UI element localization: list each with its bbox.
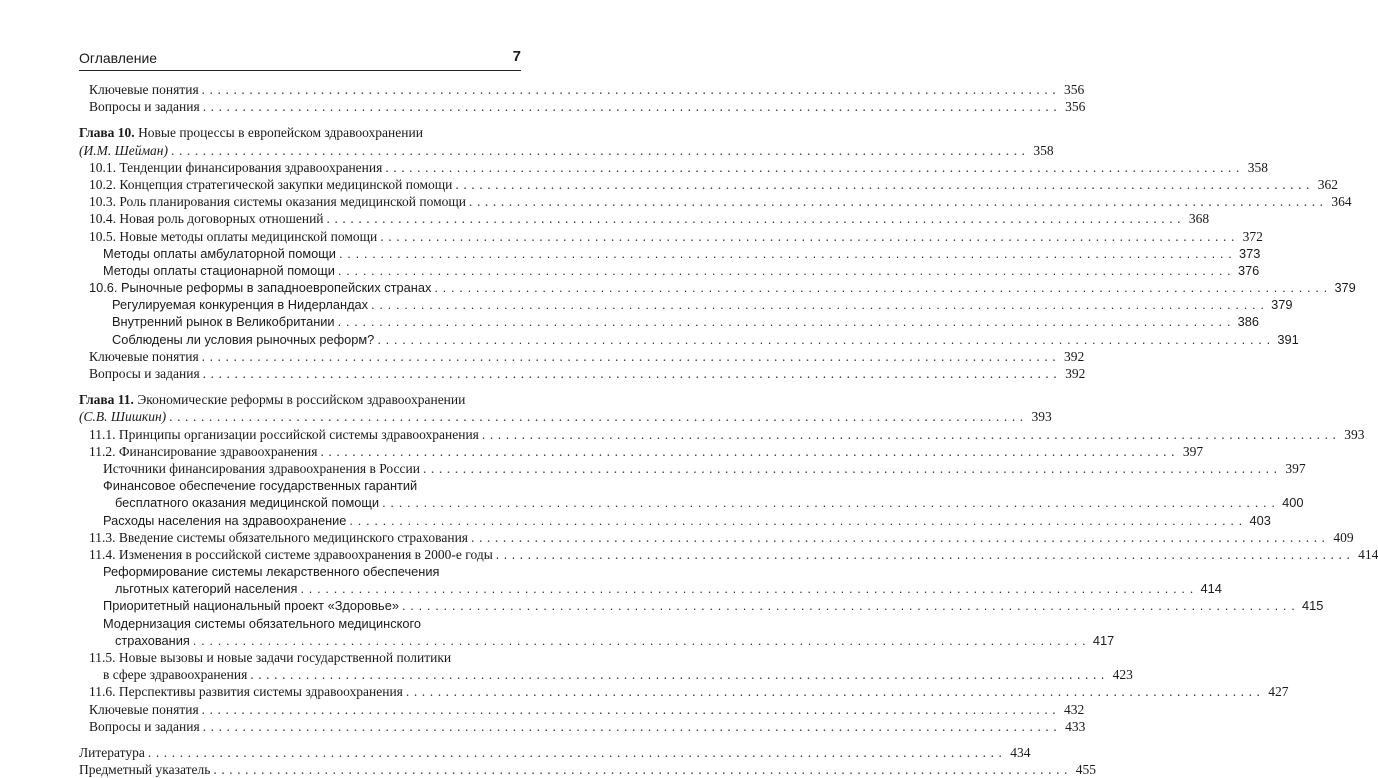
dot-leader <box>193 632 1086 649</box>
spacer <box>79 115 521 124</box>
section-label: Ключевые понятия <box>89 348 199 364</box>
section-label: Ключевые понятия <box>89 701 199 717</box>
toc-subentry[interactable] <box>79 245 1261 262</box>
toc-subentry-line2[interactable] <box>79 580 1222 597</box>
dot-leader <box>382 494 1275 511</box>
subsection-label: Модернизация системы обязательного медицинского <box>103 615 421 631</box>
toc-entry[interactable] <box>79 159 1268 176</box>
dot-leader <box>320 443 1175 460</box>
dot-leader <box>406 683 1261 700</box>
toc-entry-page: 397 <box>1285 460 1306 476</box>
toc-entry-line2[interactable] <box>79 666 1133 683</box>
toc-subentry-line2[interactable] <box>79 632 1115 649</box>
dot-leader <box>202 81 1057 98</box>
toc-entry[interactable] <box>79 193 1352 210</box>
dot-leader <box>169 408 1024 425</box>
section-label: 11.5. Новые вызовы и новые задачи государственной политики <box>89 650 452 665</box>
subsection-label: Соблюдены ли условия рыночных реформ? <box>112 331 375 347</box>
subsection-label: Методы оплаты амбулаторной помощи <box>103 245 336 261</box>
toc-entry-page: 403 <box>1249 512 1271 528</box>
dot-leader <box>203 365 1058 382</box>
toc-entry-line1[interactable] <box>79 649 521 666</box>
chapter-label: Глава 11. <box>79 392 134 408</box>
toc-subentry[interactable] <box>79 331 1299 348</box>
toc-entry-page: 358 <box>1033 142 1054 158</box>
subsection-label: Внутренний рынок в Великобритании <box>112 314 335 330</box>
subsection-label: страхования <box>115 632 190 648</box>
toc-entry-page: 362 <box>1317 176 1339 192</box>
subsection-label: Приоритетный национальный проект «Здоровье» <box>103 598 399 614</box>
toc-entry-page: 400 <box>1282 495 1304 511</box>
header-title: Оглавление <box>79 50 158 66</box>
toc-entry-page: 392 <box>1065 366 1086 381</box>
section-label: 10.5. Новые методы оплаты медицинской помощи <box>89 228 378 244</box>
toc-entry[interactable] <box>79 365 1086 382</box>
chapter-10-heading[interactable] <box>79 124 521 141</box>
section-label: 11.2. Финансирование здравоохранения <box>89 443 318 459</box>
toc-entry-page: 391 <box>1277 331 1299 347</box>
section-label: в сфере здравоохранения <box>103 667 248 683</box>
toc-entry-page: 415 <box>1302 598 1324 614</box>
toc-entry-page: 417 <box>1092 632 1115 648</box>
subsection-label: бесплатного оказания медицинской помощи <box>115 495 380 511</box>
toc-entry-page: 393 <box>1031 409 1052 425</box>
subsection-label: Финансовое обеспечение государственных гарантий <box>103 478 418 494</box>
toc-entry-page: 409 <box>1333 529 1354 545</box>
subsection-label: Реформирование системы лекарственного обеспечения <box>103 564 440 580</box>
toc-entry[interactable] <box>79 98 1086 115</box>
dot-leader <box>148 744 1003 761</box>
toc-subentry-line1[interactable] <box>79 615 521 632</box>
dot-leader <box>469 193 1324 210</box>
toc-entry-page: 434 <box>1010 744 1031 760</box>
chapter-11-author-line[interactable] <box>79 408 1052 425</box>
toc-subentry[interactable] <box>79 597 1324 614</box>
header-page-number: 7 <box>512 48 521 65</box>
dot-leader <box>496 546 1351 563</box>
dot-leader <box>203 718 1058 735</box>
toc-entry-page: 379 <box>1334 280 1356 296</box>
subsection-label: Методы оплаты стационарной помощи <box>103 262 335 278</box>
toc-entry-page: 432 <box>1064 701 1085 717</box>
toc-entry-page: 414 <box>1358 546 1378 562</box>
chapter-11-heading[interactable] <box>79 391 521 408</box>
toc-entry-page: 356 <box>1065 99 1086 115</box>
spacer <box>79 735 521 744</box>
dot-leader <box>327 210 1182 227</box>
toc-entry-page: 364 <box>1331 194 1352 210</box>
dot-leader <box>202 348 1057 365</box>
toc-entry[interactable] <box>79 546 1378 563</box>
running-header <box>79 36 521 71</box>
dot-leader <box>339 245 1232 262</box>
dot-leader <box>300 580 1193 597</box>
subsection-label: Источники финансирования здравоохранения в России <box>103 460 420 476</box>
chapter-label: Глава 10. <box>79 125 135 141</box>
toc-subentry-line1[interactable] <box>79 563 521 580</box>
toc-entry[interactable] <box>79 228 1263 245</box>
dot-leader <box>338 313 1231 330</box>
toc-entry-page: 356 <box>1064 82 1085 97</box>
toc-entry-label: Ключевые понятия <box>89 82 199 97</box>
subsection-label: Регулируемая конкуренция в Нидерландах <box>112 297 369 313</box>
toc-entry[interactable] <box>79 348 1085 365</box>
section-label: 10.4. Новая роль договорных отношений <box>89 211 324 227</box>
toc-entry-page: 392 <box>1064 348 1085 364</box>
spacer <box>79 382 521 391</box>
dot-leader <box>213 761 1068 778</box>
section-label: 11.6. Перспективы развития системы здравоохранения <box>89 684 403 700</box>
toc-entry-page: 376 <box>1237 262 1260 278</box>
dot-leader <box>377 331 1270 348</box>
toc-subentry[interactable] <box>79 296 1293 313</box>
dot-leader <box>380 228 1235 245</box>
dot-leader <box>203 98 1058 115</box>
toc-entry-index[interactable] <box>79 761 1096 778</box>
chapter-author: (И.М. Шейман) <box>79 142 168 158</box>
toc-entry-page: 379 <box>1271 297 1293 313</box>
toc-subentry-line1[interactable] <box>79 477 521 494</box>
dot-leader <box>471 529 1326 546</box>
toc-entry[interactable] <box>79 683 1289 700</box>
toc-entry-page: 358 <box>1247 159 1268 175</box>
section-label: 11.4. Изменения в российской системе здравоохранения в 2000-е годы <box>89 546 493 562</box>
toc-entry-page: 368 <box>1188 211 1210 227</box>
toc-entry[interactable] <box>79 426 1365 443</box>
toc-subentry[interactable] <box>79 262 1260 279</box>
chapter-author: (С.В. Шишкин) <box>79 409 167 425</box>
dot-leader <box>455 176 1310 193</box>
section-label: Вопросы и задания <box>89 718 200 734</box>
toc-entry-page: 455 <box>1075 762 1096 778</box>
toc-entry-label: Вопросы и задания <box>89 99 200 115</box>
section-label: 10.2. Концепция стратегической закупки медицинской помощи <box>89 176 453 192</box>
dot-leader <box>423 460 1278 477</box>
toc-subentry[interactable] <box>79 313 1260 330</box>
toc-entry[interactable] <box>79 279 1356 296</box>
dot-leader <box>171 142 1026 159</box>
toc-entry-page: 433 <box>1065 718 1086 734</box>
toc-subentry[interactable] <box>79 460 1306 477</box>
toc-subentry-line2[interactable] <box>79 494 1304 511</box>
section-label: Предметный указатель <box>79 762 211 778</box>
section-label: 10.1. Тенденции финансирования здравоохранения <box>89 159 383 175</box>
toc-entry[interactable] <box>79 176 1339 193</box>
toc-entry-page: 386 <box>1237 314 1260 330</box>
toc-entry[interactable] <box>79 81 1085 98</box>
section-label: Вопросы и задания <box>89 366 200 381</box>
dot-leader <box>371 296 1264 313</box>
toc-entry[interactable] <box>79 701 1085 718</box>
toc-entry-page: 414 <box>1200 581 1222 597</box>
chapter-title: Экономические реформы в российском здравоохранении <box>137 392 466 408</box>
toc-entry-page: 372 <box>1242 228 1263 244</box>
toc-entry-bibliography[interactable] <box>79 744 1031 761</box>
toc-entry-page: 393 <box>1344 426 1365 442</box>
table-of-contents <box>79 81 1378 778</box>
section-label: 11.3. Введение системы обязательного медицинского страхования <box>89 529 469 545</box>
dot-leader <box>482 426 1337 443</box>
subsection-label: Расходы населения на здравоохранение <box>103 512 347 528</box>
chapter-10-author-line[interactable] <box>79 142 1054 159</box>
section-label: 10.6. Рыночные реформы в западноевропейских странах <box>89 280 432 296</box>
section-label: 11.1. Принципы организации российской системы здравоохранения <box>89 426 479 442</box>
chapter-title: Новые процессы в европейском здравоохранении <box>138 125 423 141</box>
toc-entry[interactable] <box>79 443 1204 460</box>
section-label: Литература <box>79 744 145 760</box>
toc-entry-page: 423 <box>1112 667 1133 683</box>
toc-entry-page: 397 <box>1182 443 1204 459</box>
subsection-label: льготных категорий населения <box>115 581 298 597</box>
dot-leader <box>402 597 1295 614</box>
section-label: 10.3. Роль планирования системы оказания медицинской помощи <box>89 194 467 210</box>
toc-entry-page: 373 <box>1239 245 1261 261</box>
toc-entry[interactable] <box>79 718 1086 735</box>
dot-leader <box>250 666 1105 683</box>
toc-entry[interactable] <box>79 210 1210 227</box>
toc-entry-page: 427 <box>1268 684 1289 700</box>
dot-leader <box>349 512 1242 529</box>
toc-subentry[interactable] <box>79 512 1271 529</box>
dot-leader <box>338 262 1231 279</box>
dot-leader <box>202 701 1057 718</box>
dot-leader <box>385 159 1240 176</box>
toc-entry[interactable] <box>79 529 1354 546</box>
dot-leader <box>434 279 1327 296</box>
